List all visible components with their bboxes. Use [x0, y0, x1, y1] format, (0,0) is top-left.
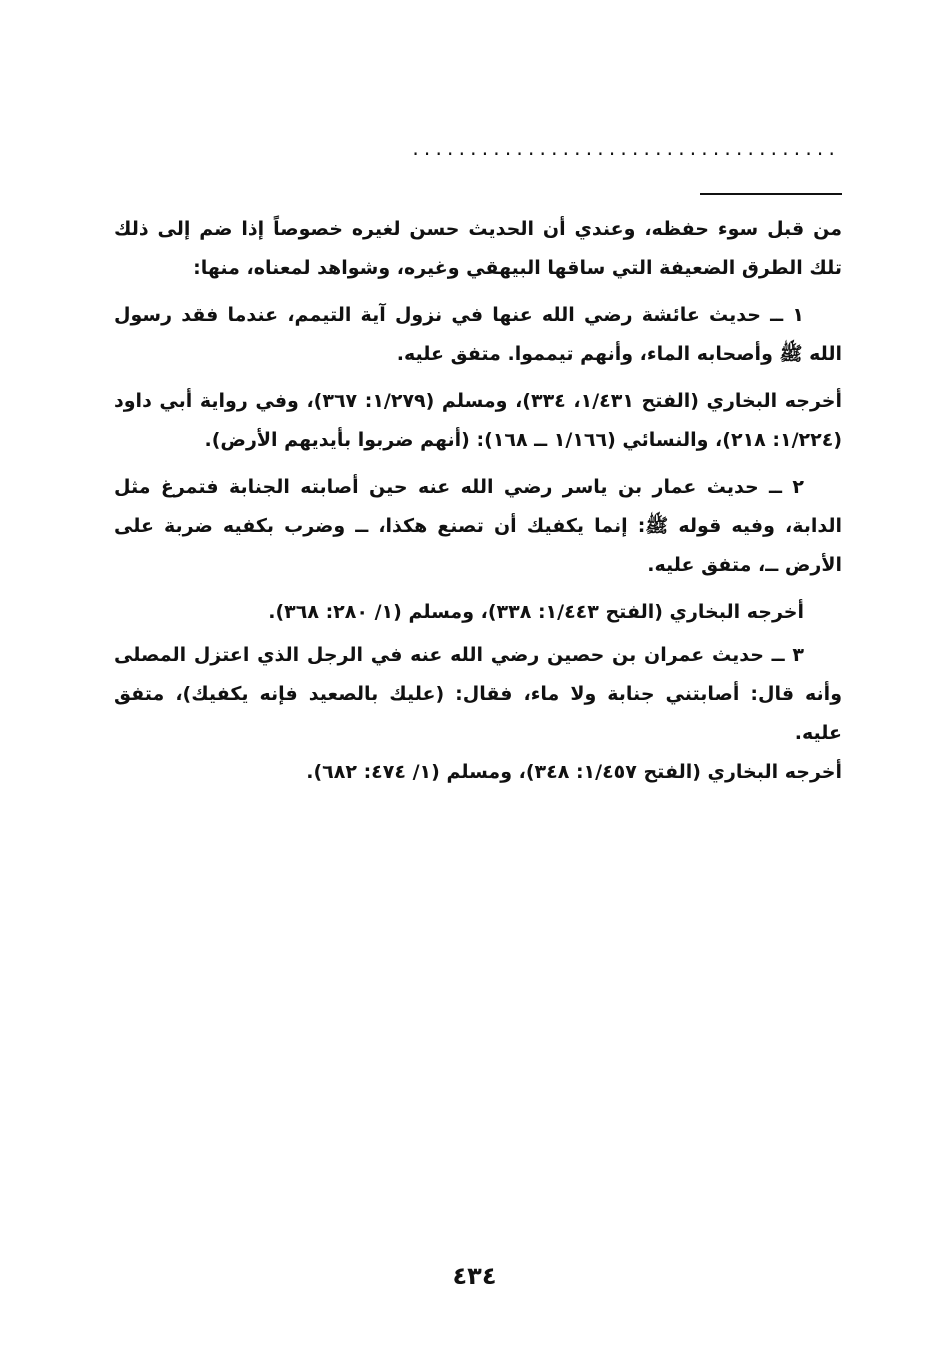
hadith-3: ٣ ــ حديث عمران بن حصين رضي الله عنه في الرجل الذي اعتزل المصلى وأنه قال: أصابتني جنابة ولا ماء، فقال: (عليك بالصعيد فإنه يكفيك)، متفق عليه.	[114, 644, 842, 744]
page-number: ٤٣٤	[452, 1262, 497, 1290]
hadith-1-takhrij: أخرجه البخاري (الفتح ١/٤٣١، ٣٣٤)، ومسلم (١/٢٧٩: ٣٦٧)، وفي رواية أبي داود (١/٢٢٤: ٢١٨)، والنسائي (١/١٦٦ ــ ١٦٨): (أنهم ضربوا بأيديهم الأرض).	[114, 390, 842, 451]
page-body	[114, 210, 842, 792]
hadith-3-takhrij: أخرجه البخاري (الفتح ١/٤٥٧: ٣٤٨)، ومسلم (١/ ٤٧٤: ٦٨٢).	[306, 761, 842, 783]
hadith-1: ١ ــ حديث عائشة رضي الله عنها في نزول آية التيمم، عندما فقد رسول الله ﷺ وأصحابه الماء، وأنهم تيمموا. متفق عليه.	[114, 304, 842, 365]
dotted-separator: .....................................	[412, 136, 840, 160]
paragraph-intro: من قبل سوء حفظه، وعندي أن الحديث حسن لغيره خصوصاً إذا ضم إلى ذلك تلك الطرق الضعيفة التي ساقها البيهقي وغيره، وشواهد لمعناه، منها:	[114, 218, 842, 279]
footnote-rule	[700, 193, 842, 195]
hadith-2: ٢ ــ حديث عمار بن ياسر رضي الله عنه حين أصابته الجنابة فتمرغ مثل الدابة، وفيه قوله ﷺ: إنما يكفيك أن تصنع هكذا، ــ وضرب بكفيه ضربة على الأرض ــ، متفق عليه.	[114, 476, 842, 576]
hadith-2-takhrij: أخرجه البخاري (الفتح ١/٤٤٣: ٣٣٨)، ومسلم (١/ ٢٨٠: ٣٦٨).	[268, 601, 804, 623]
